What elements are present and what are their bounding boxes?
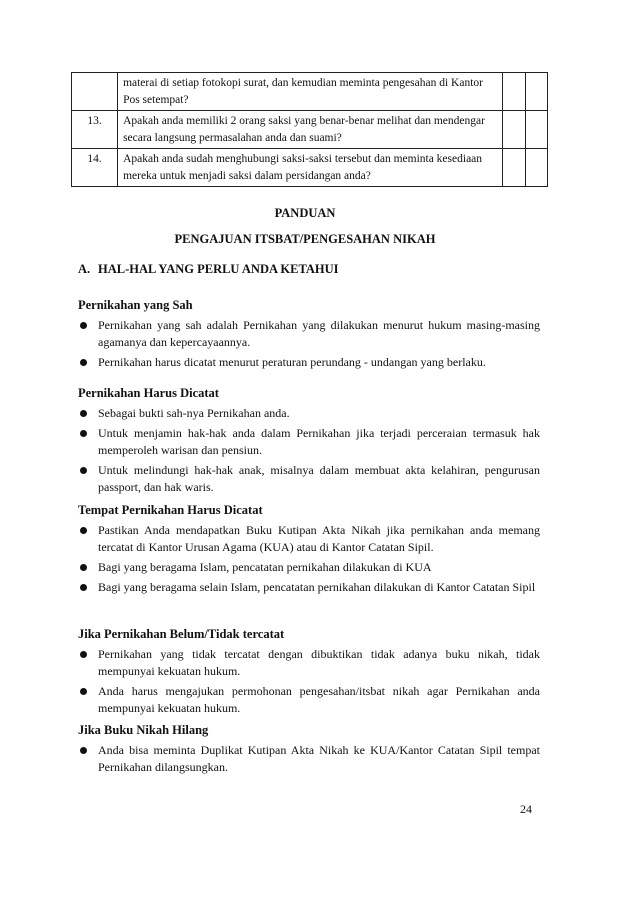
list-item: Bagi yang beragama Islam, pencatatan pernikahan dilakukan di KUA [78, 559, 540, 576]
table-row [72, 73, 548, 111]
subsection-heading: Tempat Pernikahan Harus Dicatat [78, 503, 263, 517]
answer-checkbox-cell[interactable] [525, 111, 548, 149]
answer-checkbox-cell[interactable] [503, 149, 525, 187]
bullet-icon [80, 688, 87, 695]
list-item: Untuk melindungi hak-hak anak, misalnya dalam membuat akta kelahiran, pengurusan passport, dan hak waris. [78, 462, 540, 496]
subsection-heading: Jika Buku Nikah Hilang [78, 723, 209, 737]
guide-subtitle: PENGAJUAN ITSBAT/PENGESAHAN NIKAH [174, 232, 436, 246]
list-item: Anda bisa meminta Duplikat Kutipan Akta Nikah ke KUA/Kantor Catatan Sipil tempat Pernikahan dilangsungkan. [78, 742, 540, 776]
bullet-icon [80, 527, 87, 534]
bullet-icon [80, 747, 87, 754]
page-number: 24 [520, 802, 532, 816]
answer-checkbox-cell[interactable] [503, 73, 525, 111]
question-number [72, 73, 118, 111]
subsection-pernikahan-sah [78, 297, 540, 374]
table-row [72, 149, 548, 187]
bullet-list [78, 317, 540, 371]
bullet-icon [80, 584, 87, 591]
bullet-icon [80, 410, 87, 417]
list-item: Pernikahan yang tidak tercatat dengan dibuktikan tidak adanya buku nikah, tidak mempunyai kekuatan hukum. [78, 646, 540, 680]
list-item: Bagi yang beragama selain Islam, pencatatan pernikahan dilakukan di Kantor Catatan Sipil [78, 579, 540, 596]
list-item: Pastikan Anda mendapatkan Buku Kutipan Akta Nikah jika pernikahan anda memang tercatat di Kantor Urusan Agama (KUA) atau di Kantor Catatan Sipil. [78, 522, 540, 556]
bullet-list [78, 646, 540, 717]
list-item: Sebagai bukti sah-nya Pernikahan anda. [78, 405, 540, 422]
section-heading [78, 262, 339, 277]
bullet-icon [80, 651, 87, 658]
table-row [72, 111, 548, 149]
bullet-icon [80, 467, 87, 474]
questions-table [71, 72, 548, 187]
bullet-icon [80, 564, 87, 571]
subsection-belum-tercatat [78, 626, 540, 720]
question-text: Apakah anda memiliki 2 orang saksi yang benar-benar melihat dan mendengar secara langsung permasalahan anda dan suami? [118, 111, 503, 149]
question-number: 13. [72, 111, 118, 149]
bullet-icon [80, 322, 87, 329]
bullet-list [78, 522, 540, 596]
bullet-icon [80, 359, 87, 366]
subsection-heading: Pernikahan yang Sah [78, 298, 193, 312]
guide-title: PANDUAN [274, 206, 336, 220]
list-item: Pernikahan harus dicatat menurut peraturan perundang - undangan yang berlaku. [78, 354, 540, 371]
list-item: Anda harus mengajukan permohonan pengesahan/itsbat nikah agar Pernikahan anda mempunyai kekuatan hukum. [78, 683, 540, 717]
question-number: 14. [72, 149, 118, 187]
question-text: materai di setiap fotokopi surat, dan kemudian meminta pengesahan di Kantor Pos setempat? [118, 73, 503, 111]
answer-checkbox-cell[interactable] [525, 149, 548, 187]
answer-checkbox-cell[interactable] [503, 111, 525, 149]
subsection-heading: Pernikahan Harus Dicatat [78, 386, 219, 400]
bullet-icon [80, 430, 87, 437]
list-item: Pernikahan yang sah adalah Pernikahan yang dilakukan menurut hukum masing-masing agamanya dan kepercayaannya. [78, 317, 540, 351]
bullet-list [78, 742, 540, 776]
subsection-tempat-dicatat [78, 502, 540, 599]
question-text: Apakah anda sudah menghubungi saksi-saksi tersebut dan meminta kesediaan mereka untuk menjadi saksi dalam persidangan anda? [118, 149, 503, 187]
list-item: Untuk menjamin hak-hak anda dalam Pernikahan jika terjadi perceraian termasuk hak memperoleh warisan dan pensiun. [78, 425, 540, 459]
bullet-list [78, 405, 540, 496]
section-title: HAL-HAL YANG PERLU ANDA KETAHUI [98, 262, 339, 276]
subsection-harus-dicatat [78, 385, 540, 499]
section-letter: A. [78, 262, 91, 276]
answer-checkbox-cell[interactable] [525, 73, 548, 111]
subsection-heading: Jika Pernikahan Belum/Tidak tercatat [78, 627, 285, 641]
subsection-buku-nikah-hilang [78, 722, 540, 779]
